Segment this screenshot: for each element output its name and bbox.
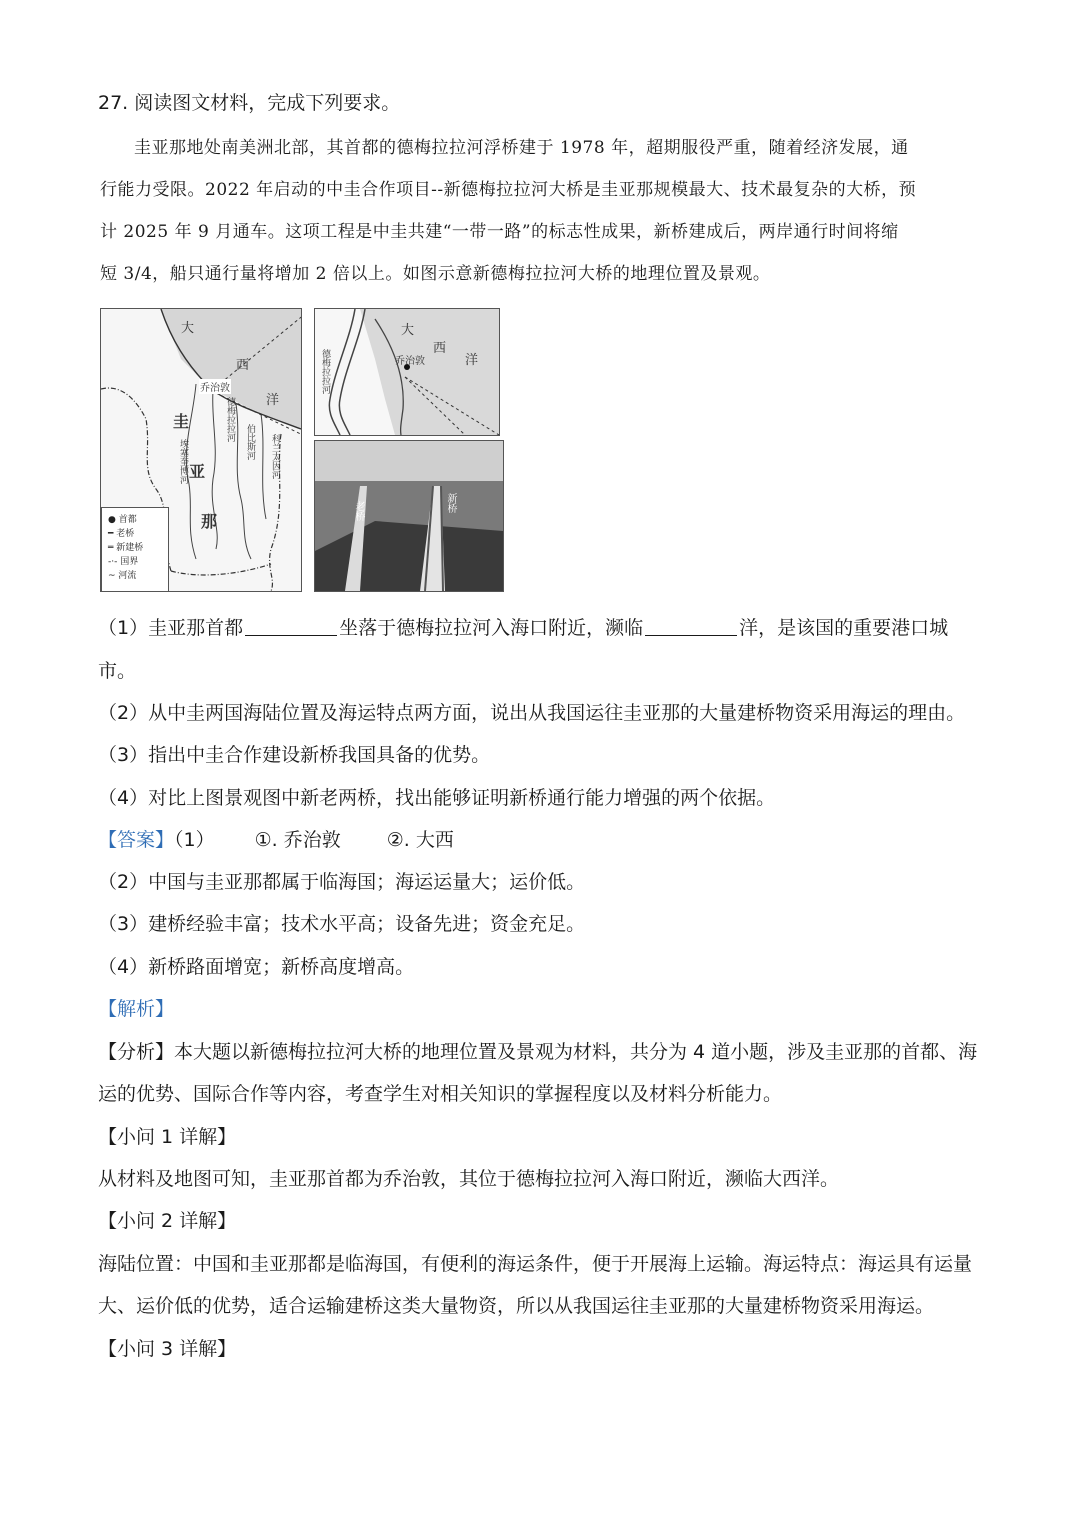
- inset-river-label: 德梅拉拉河: [320, 349, 330, 394]
- analysis-fenxi-2: 运的优势、国际合作等内容，考查学生对相关知识的掌握程度以及材料分析能力。: [98, 1083, 783, 1105]
- q1-text-2: 坐落于德梅拉拉河入海口附近，濒临: [339, 617, 644, 639]
- map-country-label-1: 圭: [173, 412, 190, 431]
- map-legend: [101, 507, 169, 592]
- map-river-label-2: 埃塞奎博河: [178, 439, 188, 484]
- analysis-label: 【解析】: [98, 998, 175, 1020]
- passage-line-1: 圭亚那地处南美洲北部，其首都的德梅拉拉河浮桥建于 1978 年，超期服役严重，随着经济发展，通: [134, 138, 909, 158]
- q1-text-1: （1）圭亚那首都: [98, 617, 244, 639]
- q1-blank-2: [645, 617, 737, 636]
- subq1-text: 从材料及地图可知，圭亚那首都为乔治敦，其位于德梅拉拉河入海口附近，濒临大西洋。: [98, 1168, 840, 1190]
- map-ocean-label-2: 西: [236, 358, 250, 373]
- bridge-photo: [314, 440, 504, 592]
- location-map: [100, 308, 302, 592]
- inset-map: [314, 308, 500, 436]
- inset-capital-label: 乔治敦: [395, 356, 425, 367]
- subq1-title: 【小问 1 详解】: [98, 1126, 237, 1148]
- map-river-label-4: 科兰太因河: [270, 434, 280, 479]
- answer-q1-line: [98, 829, 454, 852]
- answer-q1-a: ①. 乔治敦: [254, 829, 341, 851]
- inset-ocean-label-3: 洋: [465, 353, 479, 368]
- q1-text-3: 洋，是该国的重要港口城: [739, 617, 949, 639]
- q1-continuation: 市。: [98, 660, 137, 682]
- inset-ocean-label-2: 西: [433, 341, 447, 356]
- question-title: 27. 阅读图文材料，完成下列要求。: [98, 92, 401, 114]
- map-ocean-label-3: 洋: [266, 393, 280, 408]
- map-country-label-3: 那: [201, 512, 218, 531]
- q1-line: [98, 617, 948, 640]
- subq3-title: 【小问 3 详解】: [98, 1338, 237, 1360]
- q4-text: （4）对比上图景观图中新老两桥，找出能够证明新桥通行能力增强的两个依据。: [98, 787, 776, 809]
- legend-new-bridge: ═ 新建桥: [108, 543, 144, 553]
- subq2-text-1: 海陆位置：中国和圭亚那都是临海国，有便利的海运条件，便于开展海上运输。海运特点：海运具有运量: [98, 1253, 973, 1275]
- passage-line-3: 计 2025 年 9 月通车。这项工程是中圭共建“一带一路”的标志性成果，新桥建成后，两岸通行时间将缩: [100, 222, 899, 242]
- inset-ocean-label-1: 大: [401, 323, 415, 338]
- q1-blank-1: [245, 617, 337, 636]
- q2-text: （2）从中圭两国海陆位置及海运特点两方面，说出从我国运往圭亚那的大量建桥物资采用海运的理由。: [98, 702, 966, 724]
- q3-text: （3）指出中圭合作建设新桥我国具备的优势。: [98, 744, 491, 766]
- passage-line-2: 行能力受限。2022 年启动的中圭合作项目--新德梅拉拉河大桥是圭亚那规模最大、技术最复杂的大桥，预: [100, 180, 917, 200]
- answer-label: 【答案】: [98, 829, 175, 851]
- answer-q1-b: ②. 大西: [386, 829, 454, 851]
- map-ocean-label-1: 大: [181, 321, 195, 336]
- answer-q2: （2）中国与圭亚那都属于临海国；海运运量大；运价低。: [98, 871, 586, 893]
- subq2-title: 【小问 2 详解】: [98, 1210, 237, 1232]
- map-capital-label: 乔治敦: [199, 379, 231, 394]
- legend-border: -·- 国界: [108, 557, 139, 567]
- photo-old-bridge-label: 老桥: [353, 501, 364, 521]
- legend-capital: ● 首都: [108, 515, 137, 525]
- answer-q4: （4）新桥路面增宽；新桥高度增高。: [98, 956, 415, 978]
- answer-q3: （3）建桥经验丰富；技术水平高；设备先进；资金充足。: [98, 913, 586, 935]
- bridge-photo-drawing: [315, 441, 503, 591]
- analysis-fenxi-1: 【分析】本大题以新德梅拉拉河大桥的地理位置及景观为材料，共分为 4 道小题，涉及圭亚那的首都、海: [98, 1041, 978, 1063]
- map-country-label-2: 亚: [189, 462, 206, 481]
- legend-river: ~ 河流: [108, 571, 137, 581]
- answer-q1-prefix: （1）: [174, 829, 215, 851]
- passage-line-4: 短 3/4，船只通行量将增加 2 倍以上。如图示意新德梅拉拉河大桥的地理位置及景观。: [100, 264, 771, 284]
- legend-old-bridge: ━ 老桥: [108, 529, 135, 539]
- map-river-label-3: 伯比斯河: [245, 424, 255, 460]
- map-river-label-1: 德梅拉拉河: [225, 397, 235, 442]
- photo-new-bridge-label: 新桥: [445, 493, 456, 513]
- subq2-text-2: 大、运价低的优势，适合运输建桥这类大量物资，所以从我国运往圭亚那的大量建桥物资采用海运。: [98, 1295, 935, 1317]
